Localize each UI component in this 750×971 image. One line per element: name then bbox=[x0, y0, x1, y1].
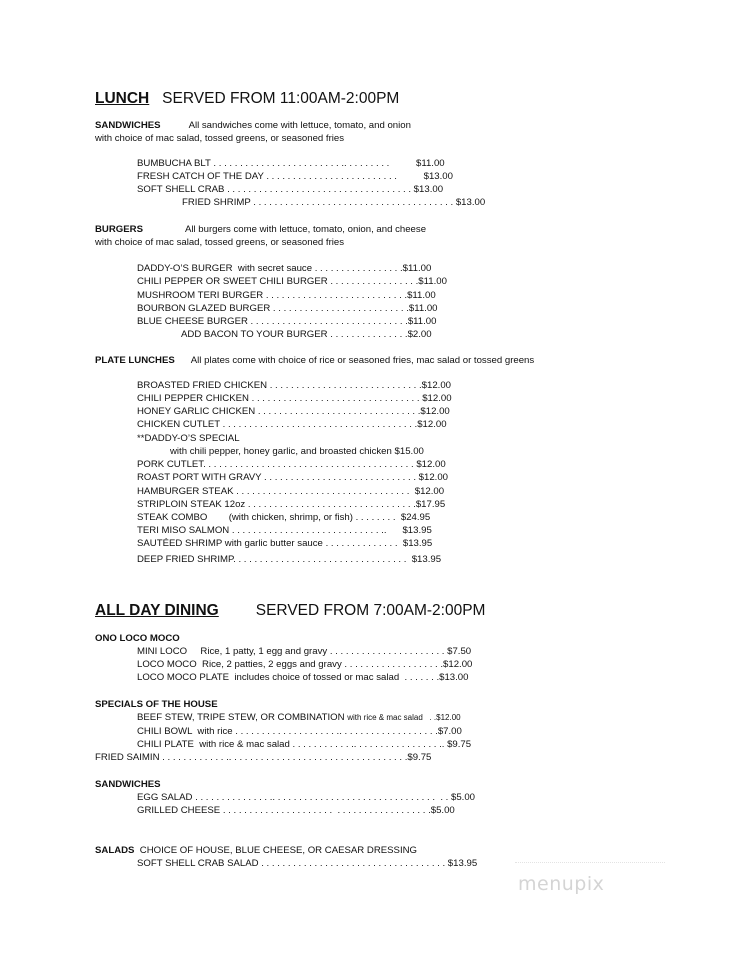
section-heading: PLATE LUNCHES bbox=[95, 355, 175, 366]
menu-item: BLUE CHEESE BURGER . . . . . . . . . . . . . . . . . . . . . . . . . . . . . .$11.00 bbox=[137, 316, 437, 327]
menu-item: FRESH CATCH OF THE DAY . . . . . . . . . . . . . . . . . . . . . . . . . $13.00 bbox=[137, 171, 453, 182]
menu-item: MUSHROOM TERI BURGER . . . . . . . . . . . . . . . . . . . . . . . . . . .$11.00 bbox=[137, 290, 436, 301]
menu-item-suffix: with rice & mac salad . .$12.00 bbox=[347, 713, 461, 722]
menu-item: GRILLED CHEESE . . . . . . . . . . . . . . . . . . . . . . . . . . . . . . . . . . . . . . .$5.00 bbox=[137, 805, 455, 816]
menu-item: STEAK COMBO (with chicken, shrimp, or fish) . . . . . . . . $24.95 bbox=[137, 512, 431, 523]
watermark-logo: menupix bbox=[518, 873, 605, 895]
menu-item: DEEP FRIED SHRIMP. . . . . . . . . . . . . . . . . . . . . . . . . . . . . . . . . $13.95 bbox=[137, 554, 442, 565]
lunch-sandwiches-heading-row bbox=[95, 120, 411, 131]
lunch-burgers-heading-row bbox=[95, 224, 426, 235]
menu-item: DADDY-O’S BURGER with secret sauce . . . . . . . . . . . . . . . . .$11.00 bbox=[137, 263, 432, 274]
menu-item: SOFT SHELL CRAB . . . . . . . . . . . . . . . . . . . . . . . . . . . . . . . . . . . $13.00 bbox=[137, 184, 444, 195]
section-note: with choice of mac salad, tossed greens, or seasoned fries bbox=[95, 237, 345, 248]
section-note: CHOICE OF HOUSE, BLUE CHEESE, OR CAESAR DRESSING bbox=[139, 845, 418, 856]
lunch-plates-heading-row bbox=[95, 355, 534, 366]
menu-item: EGG SALAD . . . . . . . . . . . . . . .. . . . . . . . . . . . . . . . . . . . . . . . . . . . . . . . . $5.00 bbox=[137, 792, 476, 803]
menu-item: STRIPLOIN STEAK 12oz . . . . . . . . . . . . . . . . . . . . . . . . . . . . . . . .$17.95 bbox=[137, 499, 446, 510]
menu-item: with chili pepper, honey garlic, and broasted chicken $15.00 bbox=[170, 446, 424, 457]
menu-item: PORK CUTLET. . . . . . . . . . . . . . . . . . . . . . . . . . . . . . . . . . . . . . . . $12.00 bbox=[137, 459, 446, 470]
lunch-served-hours: SERVED FROM 11:00AM-2:00PM bbox=[162, 90, 400, 107]
section-note: All burgers come with lettuce, tomato, onion, and cheese bbox=[184, 224, 427, 235]
menu-item: CHILI PLATE with rice & mac salad . . . . . . . . . . . .. . . . . . . . . . . . . . . . .. $9.75 bbox=[137, 739, 472, 750]
all-day-served-hours: SERVED FROM 7:00AM-2:00PM bbox=[255, 602, 486, 619]
section-heading: BURGERS bbox=[95, 224, 143, 235]
menu-item-stew bbox=[137, 712, 461, 723]
section-note: All sandwiches come with lettuce, tomato, and onion bbox=[188, 120, 411, 131]
menu-item: HAMBURGER STEAK . . . . . . . . . . . . . . . . . . . . . . . . . . . . . . . . . $12.00 bbox=[137, 486, 445, 497]
all-day-title: ALL DAY DINING bbox=[95, 602, 219, 619]
section-heading: SPECIALS OF THE HOUSE bbox=[95, 699, 218, 710]
menu-item: MINI LOCO Rice, 1 patty, 1 egg and gravy . . . . . . . . . . . . . . . . . . . . . . $7.50 bbox=[137, 646, 472, 657]
menu-item: SAUTÉED SHRIMP with garlic butter sauce . . . . . . . . . . . . . . $13.95 bbox=[137, 538, 433, 549]
section-heading: SALADS bbox=[95, 845, 135, 856]
menu-item: LOCO MOCO PLATE includes choice of tossed or mac salad . . . . . . .$13.00 bbox=[137, 672, 469, 683]
section-heading: ONO LOCO MOCO bbox=[95, 633, 180, 644]
watermark-divider bbox=[515, 862, 665, 863]
section-heading: SANDWICHES bbox=[95, 779, 161, 790]
section-heading: SANDWICHES bbox=[95, 120, 161, 131]
section-note: with choice of mac salad, tossed greens, or seasoned fries bbox=[95, 133, 345, 144]
menu-item: TERI MISO SALMON . . . . . . . . . . . . . . . . . . . . . . . . . . . . .. $13.95 bbox=[137, 525, 432, 536]
menu-item: **DADDY-O’S SPECIAL bbox=[137, 433, 240, 444]
lunch-header bbox=[95, 90, 399, 108]
menu-item: BROASTED FRIED CHICKEN . . . . . . . . . . . . . . . . . . . . . . . . . . . . .$12.00 bbox=[137, 380, 452, 391]
menu-item: ROAST PORT WITH GRAVY . . . . . . . . . . . . . . . . . . . . . . . . . . . . . $12.00 bbox=[137, 472, 448, 483]
menu-item: HONEY GARLIC CHICKEN . . . . . . . . . . . . . . . . . . . . . . . . . . . . . . .$12.00 bbox=[137, 406, 450, 417]
menu-item: FRIED SHRIMP . . . . . . . . . . . . . . . . . . . . . . . . . . . . . . . . . . . . . . $13.00 bbox=[182, 197, 486, 208]
menu-item: CHILI BOWL with rice . . . . . . . . . . . . . . . . . . . .. . . . . . . . . . . . . . . . . . .$7.00 bbox=[137, 726, 462, 737]
menu-item: BEEF STEW, TRIPE STEW, OR COMBINATION bbox=[137, 712, 345, 723]
all-day-header bbox=[95, 602, 485, 620]
menu-item: CHICKEN CUTLET . . . . . . . . . . . . . . . . . . . . . . . . . . . . . . . . . . . . .$12.00 bbox=[137, 419, 447, 430]
menu-item: LOCO MOCO Rice, 2 patties, 2 eggs and gravy . . . . . . . . . . . . . . . . . . .$12.00 bbox=[137, 659, 473, 670]
menu-item: BOURBON GLAZED BURGER . . . . . . . . . . . . . . . . . . . . . . . . . .$11.00 bbox=[137, 303, 438, 314]
section-note: All plates come with choice of rice or seasoned fries, mac salad or tossed greens bbox=[190, 355, 535, 366]
menu-item: CHILI PEPPER CHICKEN . . . . . . . . . . . . . . . . . . . . . . . . . . . . . . . . $12.00 bbox=[137, 393, 452, 404]
menu-item: FRIED SAIMIN . . . . . . . . . . . . .. . . . . . . . . . . . . . . . . . . . . . . . . . . . . . . . . .$9.75 bbox=[95, 752, 432, 763]
lunch-title: LUNCH bbox=[95, 90, 150, 107]
menu-item: BUMBUCHA BLT . . . . . . . . . . . . . . . . . . . . . . . . .. . . . . . . . . $11.00 bbox=[137, 158, 445, 169]
salads-heading-row bbox=[95, 845, 417, 856]
menu-item: ADD BACON TO YOUR BURGER . . . . . . . . . . . . . . .$2.00 bbox=[181, 329, 432, 340]
menu-item: SOFT SHELL CRAB SALAD . . . . . . . . . . . . . . . . . . . . . . . . . . . . . . . . . . . $13.95 bbox=[137, 858, 478, 869]
menu-item: CHILI PEPPER OR SWEET CHILI BURGER . . . . . . . . . . . . . . . . .$11.00 bbox=[137, 276, 447, 287]
